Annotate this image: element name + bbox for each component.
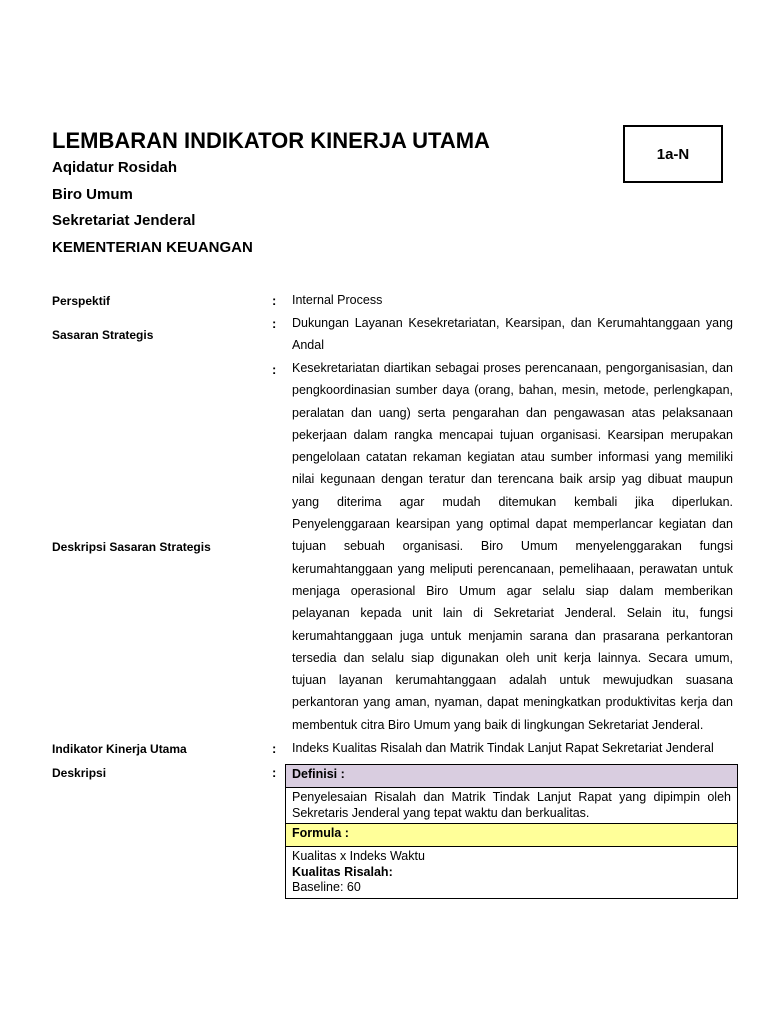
- perspektif-label: Perspektif: [52, 294, 111, 308]
- deskripsi-label: Deskripsi: [52, 766, 107, 780]
- page-title: LEMBARAN INDIKATOR KINERJA UTAMA: [52, 128, 490, 153]
- org-bureau: Biro Umum: [52, 186, 133, 203]
- org-secretariat: Sekretariat Jenderal: [52, 212, 196, 229]
- definisi-header: Definisi :: [286, 765, 738, 788]
- sasaran-colon: :: [272, 316, 277, 331]
- org-name: Aqidatur Rosidah: [52, 159, 178, 176]
- baseline-line: Baseline: 60: [292, 880, 361, 894]
- deskripsi-colon: :: [272, 765, 277, 780]
- kualitas-risalah-label: Kualitas Risalah:: [292, 864, 393, 879]
- perspektif-value: Internal Process: [292, 293, 383, 307]
- definisi-text: Penyelesaian Risalah dan Matrik Tindak Lanjut Rapat yang dipimpin oleh Sekretaris Jenderal yang tepat waktu dan berkualitas.: [286, 788, 738, 824]
- org-ministry: KEMENTERIAN KEUANGAN: [52, 239, 253, 256]
- sasaran-label: Sasaran Strategis: [52, 328, 154, 342]
- deskripsi-table: [285, 764, 738, 899]
- deskripsi-sasaran-value: Kesekretariatan diartikan sebagai proses perencanaan, pengorganisasian, dan pengkoordinasian sumber daya (orang, bahan, mesin, metode, perlengkapan, peralatan dan uang) serta pengarahan dan pengawasan atas pelaksanaan pekerjaan dalam rangka mencapai tujuan organisasi. Kearsipan merupakan pengelolaan catatan rekaman kegiatan atau sumber informasi yang memiliki nilai kegunaan dengan teratur dan terencana baik arsip yag dibuat maupun yang diterima agar mudah ditemukan kembali jika diperlukan. Penyelenggaraan kearsipan yang optimal dapat memperlancar kegiatan dan tujuan sebuah organisasi. Biro Umum menyelenggarakan fungsi kerumahtanggaan yang meliputi perencanaan, pemelihaaan, perawatan untuk menjaga operasional Biro Umum agar selalu siap dalam memberikan pelayanan kepada unit lain di Sekretariat Jenderal. Selain itu, fungsi kerumahtanggaan juga untuk menjamin sarana dan prasarana perkantoran tersedia dan selalu siap digunakan oleh unit kerja lainnya. Secara umum, tujuan layanan kerumahtanggaan adalah untuk mewujudkan suasana perkantoran yang aman, nyaman, dapat meningkatkan produktivitas kerja dan membentuk citra Biro Umum yang baik di lingkungan Sekretariat Jenderal.: [292, 361, 733, 732]
- iku-label: Indikator Kinerja Utama: [52, 742, 187, 756]
- formula-line: Kualitas x Indeks Waktu: [292, 849, 425, 863]
- document-code: 1a-N: [656, 145, 690, 163]
- sasaran-value: Dukungan Layanan Kesekretariatan, Kearsipan, dan Kerumahtanggaan yang Andal: [292, 316, 733, 353]
- formula-cell: [286, 847, 738, 899]
- document-code-box: [623, 125, 723, 183]
- deskripsi-sasaran-colon: :: [272, 362, 277, 377]
- deskripsi-sasaran-label: Deskripsi Sasaran Strategis: [52, 540, 211, 554]
- iku-colon: :: [272, 741, 277, 756]
- perspektif-colon: :: [272, 293, 277, 308]
- formula-header: Formula :: [286, 824, 738, 847]
- iku-value: Indeks Kualitas Risalah dan Matrik Tindak Lanjut Rapat Sekretariat Jenderal: [292, 741, 714, 755]
